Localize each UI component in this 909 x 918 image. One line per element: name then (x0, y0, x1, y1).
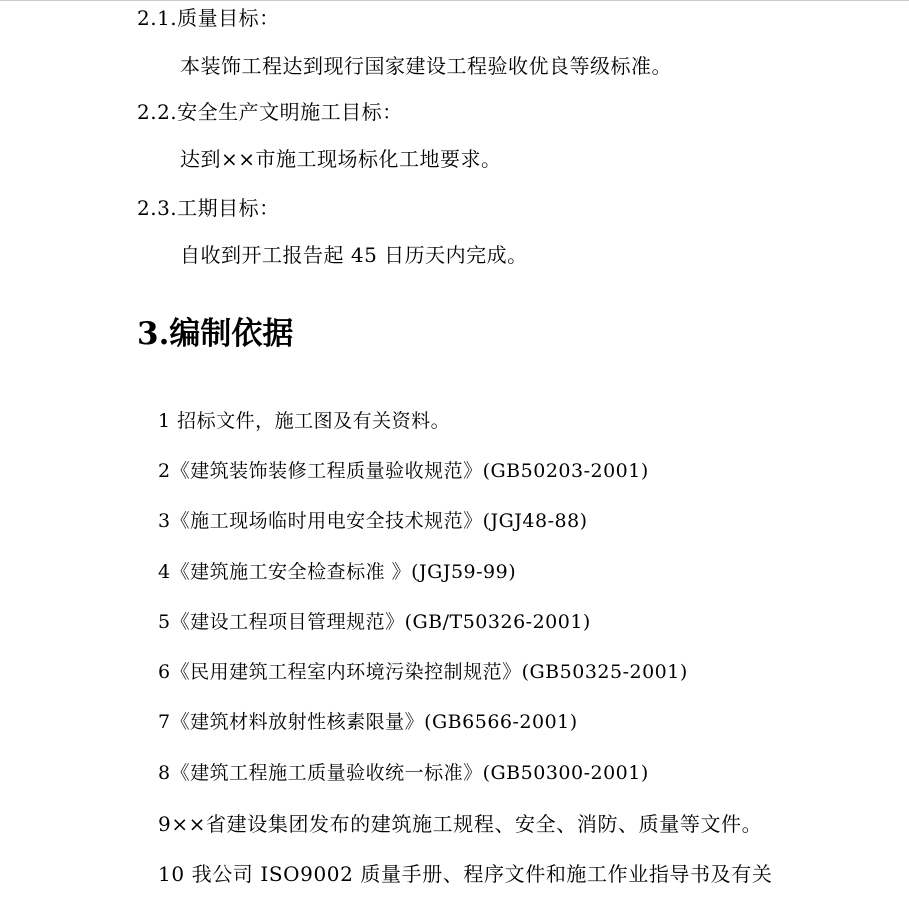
reference-item: 5《建设工程项目管理规范》(GB/T50326-2001) (158, 611, 591, 633)
goal-quality-text: 本装饰工程达到现行国家建设工程验收优良等级标准。 (180, 54, 672, 78)
reference-item: 3《施工现场临时用电安全技术规范》(JGJ48-88) (158, 510, 588, 532)
page-top-border (0, 0, 909, 1)
goal-safety-heading: 2.2.安全生产文明施工目标： (137, 100, 403, 124)
reference-item: 1 招标文件，施工图及有关资料。 (158, 410, 451, 432)
goal-safety-text: 达到××市施工现场标化工地要求。 (180, 147, 502, 171)
reference-item: 2《建筑装饰装修工程质量验收规范》(GB50203-2001) (158, 460, 649, 482)
goal-schedule-heading: 2.3.工期目标： (137, 196, 280, 220)
reference-item: 8《建筑工程施工质量验收统一标准》(GB50300-2001) (158, 762, 649, 784)
section-3-title: 3.编制依据 (137, 316, 294, 352)
goal-schedule-text: 自收到开工报告起 45 日历天内完成。 (180, 243, 528, 267)
reference-item: 6《民用建筑工程室内环境污染控制规范》(GB50325-2001) (158, 661, 688, 683)
reference-item: 7《建筑材料放射性核素限量》(GB6566-2001) (158, 711, 578, 733)
reference-item: 9××省建设集团发布的建筑施工规程、安全、消防、质量等文件。 (158, 812, 763, 836)
reference-item: 10 我公司 ISO9002 质量手册、程序文件和施工作业指导书及有关 (158, 862, 773, 886)
goal-quality-heading: 2.1.质量目标： (137, 6, 280, 30)
reference-item: 4《建筑施工安全检查标准 》(JGJ59-99) (158, 561, 517, 583)
